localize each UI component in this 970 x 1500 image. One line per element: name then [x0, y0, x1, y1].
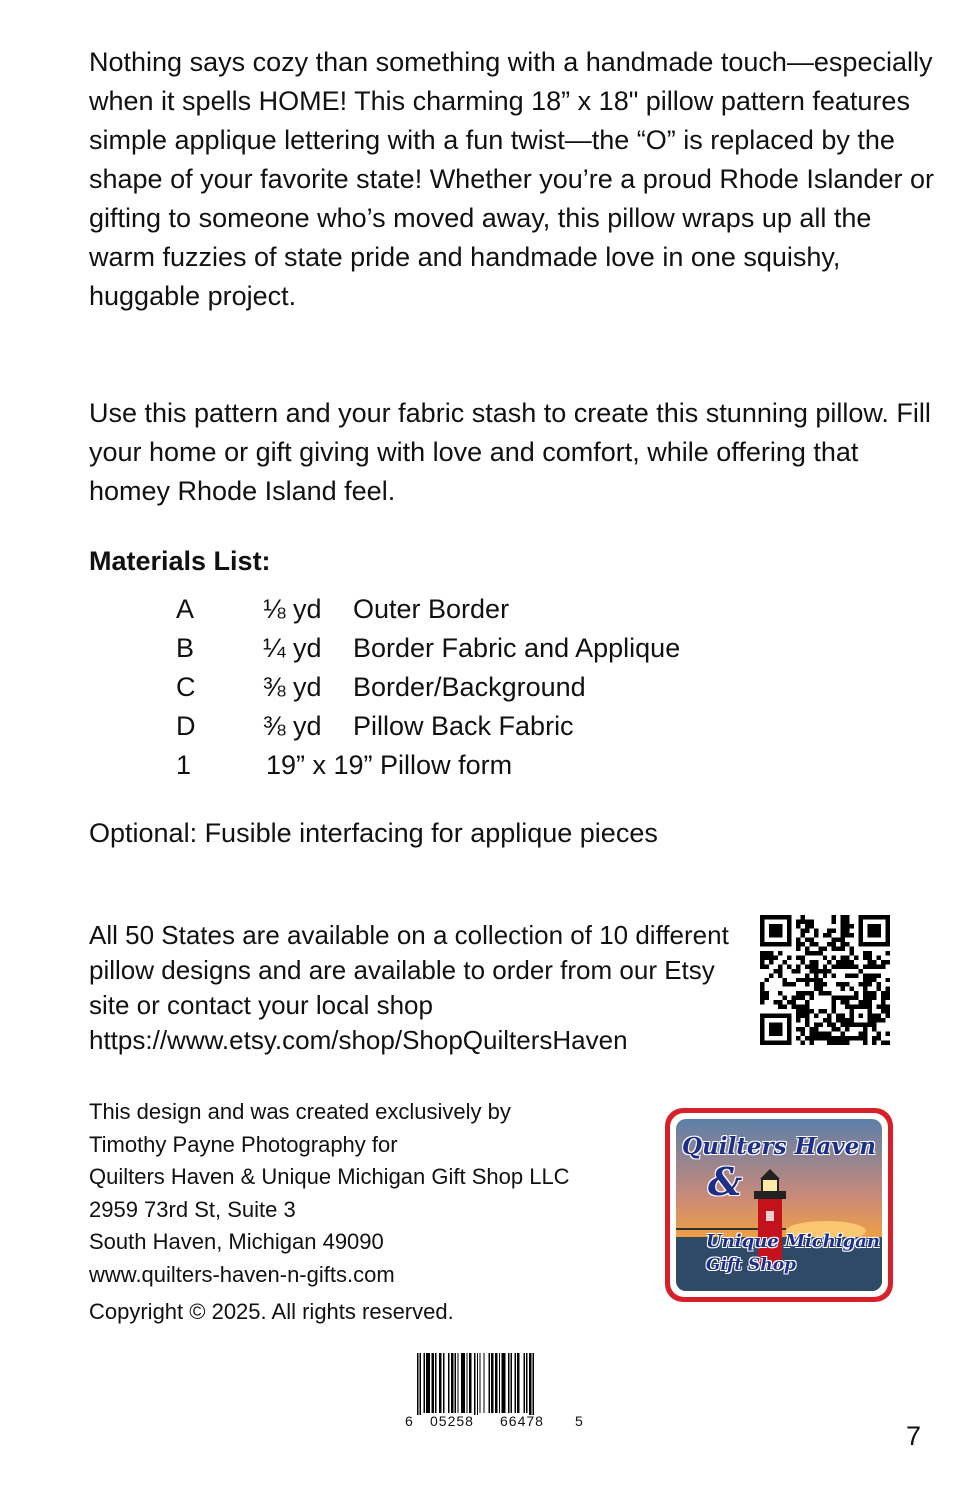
qr-code[interactable]	[760, 915, 890, 1045]
materials-item-letter: A	[176, 594, 195, 624]
credits-line: South Haven, Michigan 49090	[89, 1229, 384, 1254]
page-number: 7	[906, 1421, 922, 1451]
upc-barcode	[405, 1353, 585, 1433]
barcode-digit: 05258	[430, 1413, 474, 1429]
materials-item-letter: B	[176, 633, 195, 663]
credits-line: This design and was created exclusively by	[89, 1099, 511, 1124]
materials-item-description: Pillow Back Fabric	[353, 711, 574, 741]
materials-item-description: Border/Background	[353, 672, 586, 702]
materials-item-quantity: ¼ yd	[263, 633, 322, 663]
materials-item-letter: D	[176, 711, 196, 741]
materials-item-quantity: ⅜ yd	[263, 672, 322, 702]
states-availability-text	[89, 918, 739, 1058]
credits-block	[89, 1096, 649, 1291]
website-link[interactable]: www.quilters-haven-n-gifts.com	[89, 1261, 395, 1287]
materials-item-quantity: ⅜ yd	[263, 711, 322, 741]
etsy-shop-link[interactable]: https://www.etsy.com/shop/ShopQuiltersHaven	[89, 1025, 628, 1055]
materials-item-description: Outer Border	[353, 594, 510, 624]
usage-paragraph: Use this pattern and your fabric stash to create this stunning pillow. Fill your home or gift giving with love and comfort, while offering that homey Rhode Island feel.	[89, 398, 931, 506]
logo-tagline: Gift Shop	[706, 1255, 796, 1275]
barcode-digit: 6	[405, 1413, 413, 1429]
materials-item-letter: 1	[176, 750, 192, 780]
materials-item-description: Border Fabric and Applique	[353, 633, 681, 663]
materials-item-description: 19” x 19” Pillow form	[266, 750, 513, 780]
copyright-notice: Copyright © 2025. All rights reserved.	[89, 1299, 454, 1324]
materials-item-quantity: ⅛ yd	[263, 594, 322, 624]
credits-line: Quilters Haven & Unique Michigan Gift Shop LLC	[89, 1164, 570, 1189]
states-availability-description: All 50 States are available on a collection of 10 different pillow designs and are available to order from our Etsy site or contact your local shop	[89, 920, 729, 1020]
intro-paragraph: Nothing says cozy than something with a handmade touch—especially when it spells HOME! This charming 18” x 18" pillow pattern features simple applique lettering with a fun twist—the “O” is replaced by the shape of your favorite state! Whether you’re a proud Rhode Islander or gifting to someone who’s moved away, this pillow wraps up all the warm fuzzies of state pride and handmade love in one squishy, huggable project.	[89, 47, 934, 311]
credits-line: 2959 73rd St, Suite 3	[89, 1196, 296, 1222]
barcode-digit: 5	[575, 1413, 583, 1429]
logo-subtitle: Unique Michigan	[706, 1231, 880, 1252]
materials-heading: Materials List:	[89, 546, 271, 576]
materials-item-letter: C	[176, 672, 196, 702]
optional-note: Optional: Fusible interfacing for applique pieces	[89, 818, 658, 848]
logo-ampersand: &	[708, 1159, 743, 1204]
credits-line: Timothy Payne Photography for	[89, 1131, 398, 1157]
logo-title: Quilters Haven	[682, 1133, 876, 1160]
quilters-haven-logo	[665, 1108, 893, 1302]
barcode-digit: 66478	[500, 1413, 544, 1429]
